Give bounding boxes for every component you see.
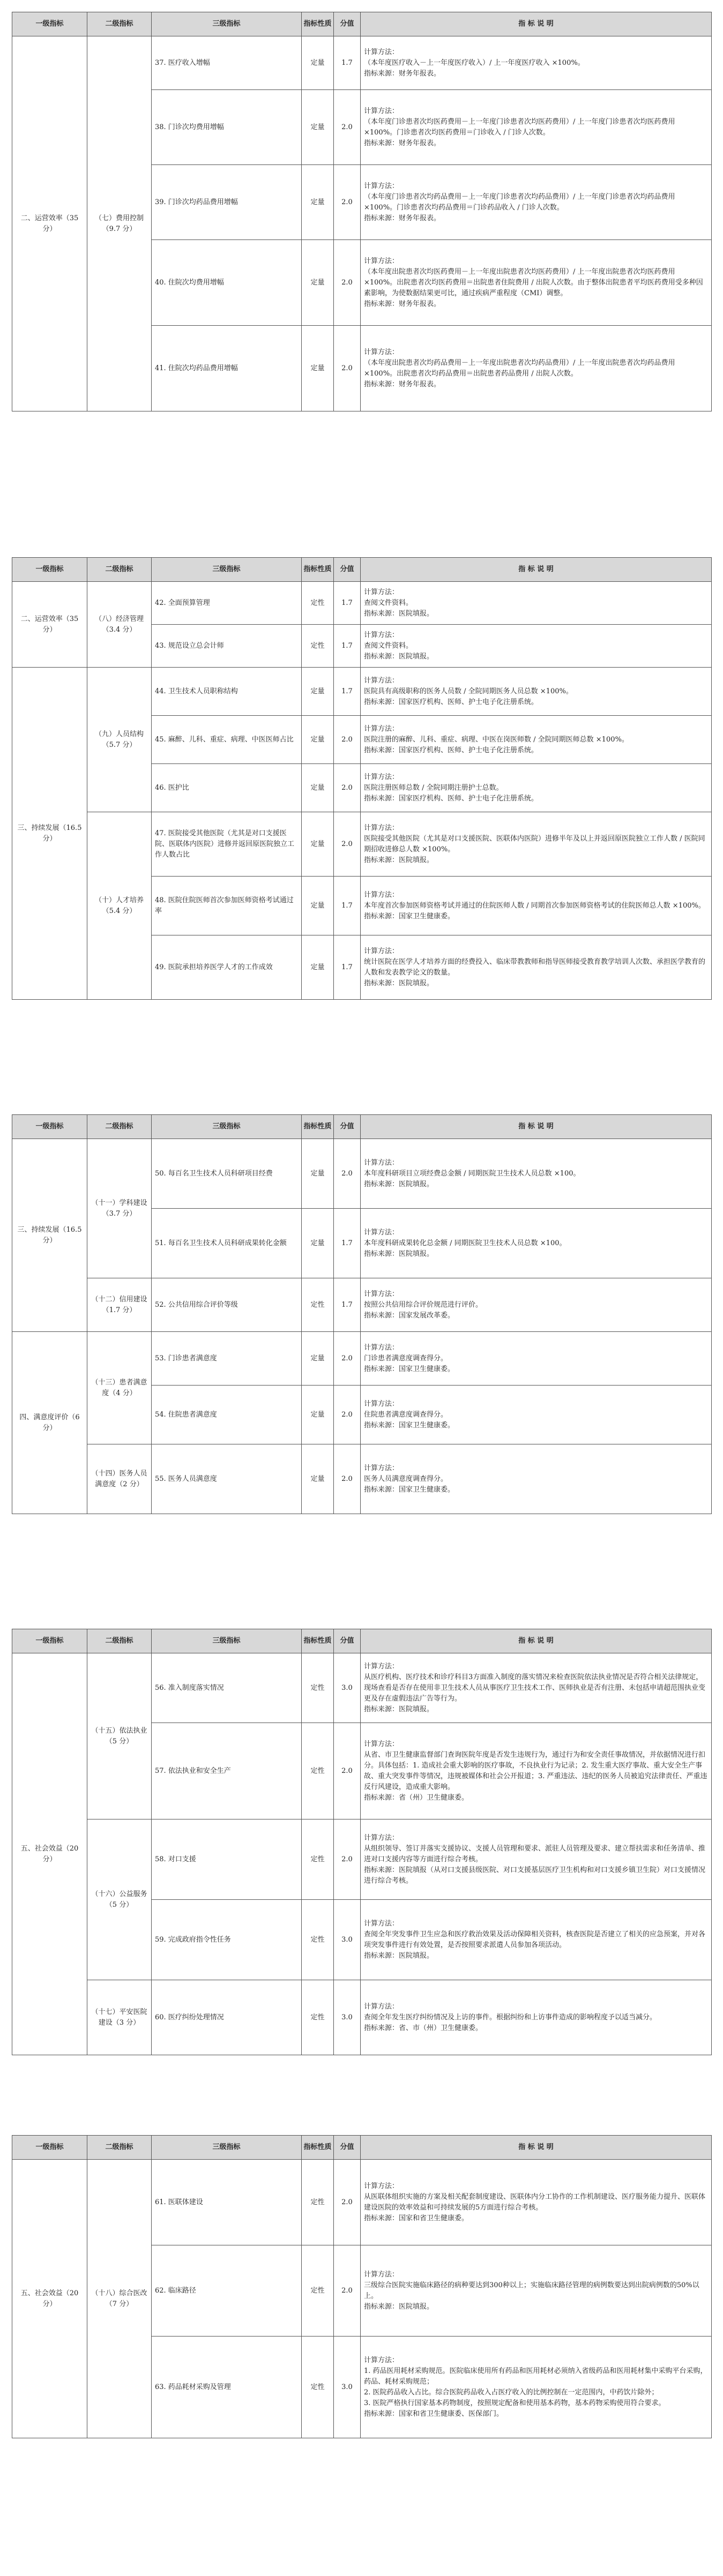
description-cell — [361, 165, 712, 240]
level3-cell: 55. 医务人员满意度 — [152, 1444, 302, 1514]
description-line: 计算方法： — [364, 348, 399, 356]
description-line: 统计医院在医学人才培养方面的经费投入、临床带教教师和指导医师接受教育教学培训人次数、承担医学教育的人数和发表教学论文的数量。 — [364, 957, 706, 977]
description-line: 医院注册的麻醉、儿科、重症、病理、中医在岗医师数 / 全院同期医师总数 ×100%。 — [364, 735, 629, 744]
description-line: 计算方法： — [364, 588, 399, 596]
score-cell: 3.0 — [334, 2337, 361, 2438]
table-row — [12, 1139, 712, 1209]
header-nature: 指标性质 — [302, 12, 334, 36]
header-nature: 指标性质 — [302, 1115, 334, 1139]
description-line: 门诊患者满意度调查得分。 — [364, 1354, 448, 1362]
level3-cell: 53. 门诊患者满意度 — [152, 1332, 302, 1386]
header-level3: 三级指标 — [152, 12, 302, 36]
description-line: 指标来源：医院填报。 — [364, 1951, 434, 1960]
description-line: 计算方法： — [364, 773, 399, 781]
description-cell — [361, 812, 712, 877]
nature-cell: 定性 — [302, 2160, 334, 2245]
description-cell — [361, 1900, 712, 1980]
table-row — [12, 2160, 712, 2245]
description-line: 指标来源：财务年报表。 — [364, 380, 441, 388]
description-line: 医院注册医师总数 / 全院同期注册护士总数。 — [364, 783, 503, 792]
level3-cell: 52. 公共信用综合评价等级 — [152, 1278, 302, 1332]
score-cell: 2.0 — [334, 165, 361, 240]
description-cell — [361, 582, 712, 625]
description-cell — [361, 36, 712, 90]
description-line: 医院接受其他医院（尤其是对口支援医院、医联体内医院）进修半年及以上并返回原医院独立工作人数 / 医院同期招收进修总人数 ×100%。 — [364, 834, 705, 853]
table-row — [12, 582, 712, 625]
score-cell: 2.0 — [334, 1386, 361, 1444]
description-line: 计算方法： — [364, 2182, 399, 2190]
header-level2: 二级指标 — [87, 2136, 152, 2160]
nature-cell: 定量 — [302, 812, 334, 877]
score-cell: 1.7 — [334, 582, 361, 625]
level3-cell: 57. 依法执业和安全生产 — [152, 1723, 302, 1819]
description-line: 计算方法： — [364, 1919, 399, 1928]
header-score: 分值 — [334, 1115, 361, 1139]
header-score: 分值 — [334, 1629, 361, 1653]
header-row — [12, 2136, 712, 2160]
description-line: 住院患者满意度调查得分。 — [364, 1410, 448, 1419]
score-cell: 1.7 — [334, 1209, 361, 1278]
description-line: 本年度首次参加医师资格考试并通过的住院医师人数 / 同期首次参加医师资格考试的住院医师总人数 ×100%。 — [364, 901, 705, 910]
description-line: 从医疗机构、医疗技术和诊疗科目3方面准入制度的落实情况来检查医院依法执业情况是否符合相关法律规定，现场查看是否存在使用非卫生技术人员从事医疗卫生技术工作、医师执业是否有注册、未包括申请超范围执业变更及存在虚假违法广告等行为。 — [364, 1673, 706, 1703]
level3-cell: 38. 门诊次均费用增幅 — [152, 90, 302, 165]
header-level3: 三级指标 — [152, 1629, 302, 1653]
indicator-table-2 — [12, 557, 712, 1000]
description-line: （本年度门诊患者次均药品费用－上一年度门诊患者次均药品费用）/ 上一年度门诊患者次均药品费用 ×100%。门诊患者次均药品费用＝门诊药品收入 / 门诊人次数。 — [364, 192, 675, 212]
description-line: 指标来源：医院填报。 — [364, 979, 434, 987]
description-line: （本年度门诊患者次均医药费用－上一年度门诊患者次均医药费用）/ 上一年度门诊患者次均医药费用 ×100%。门诊患者次均医药费用＝门诊收入 / 门诊人次数。 — [364, 117, 675, 137]
indicator-table-5 — [12, 2135, 712, 2438]
level2-cell: （十三）患者满意度（4 分） — [87, 1332, 152, 1444]
description-line: 指标来源：国家卫生健康委。 — [364, 912, 455, 920]
level1-cell: 三、持续发展（16.5 分） — [12, 668, 87, 1000]
level3-cell: 44. 卫生技术人员职称结构 — [152, 668, 302, 716]
description-line: 指标来源：医院填报。 — [364, 652, 434, 661]
description-line: 指标来源：国家医疗机构、医师、护士电子化注册系统。 — [364, 794, 539, 803]
description-line: 计算方法： — [364, 48, 399, 56]
nature-cell: 定量 — [302, 1386, 334, 1444]
description-line: 计算方法： — [364, 257, 399, 265]
score-cell: 1.7 — [334, 625, 361, 668]
description-line: 指标来源：国家卫生健康委。 — [364, 1485, 455, 1494]
level3-cell: 63. 药品耗材采购及管理 — [152, 2337, 302, 2438]
header-score: 分值 — [334, 2136, 361, 2160]
level2-cell: （八）经济管理（3.4 分） — [87, 582, 152, 668]
indicator-table-3 — [12, 1114, 712, 1514]
level3-cell: 43. 规范设立总会计师 — [152, 625, 302, 668]
description-line: 计算方法： — [364, 2356, 399, 2364]
description-cell — [361, 877, 712, 935]
header-level1: 一级指标 — [12, 2136, 87, 2160]
nature-cell: 定量 — [302, 1332, 334, 1386]
level3-cell: 41. 住院次均药品费用增幅 — [152, 326, 302, 411]
header-level1: 一级指标 — [12, 558, 87, 582]
description-line: 查阅文件资料。 — [364, 641, 413, 650]
nature-cell: 定性 — [302, 625, 334, 668]
score-cell: 2.0 — [334, 2160, 361, 2245]
level2-cell: （十七）平安医院建设（3 分） — [87, 1980, 152, 2055]
description-line: 本年度科研项目立项经费总金额 / 同期医院卫生技术人员总数 ×100。 — [364, 1169, 580, 1178]
header-desc: 指 标 说 明 — [361, 12, 712, 36]
description-line: 计算方法： — [364, 1662, 399, 1671]
header-level2: 二级指标 — [87, 12, 152, 36]
description-line: 按照公共信用综合评价规范进行评价。 — [364, 1300, 483, 1309]
header-score: 分值 — [334, 558, 361, 582]
score-cell: 2.0 — [334, 764, 361, 812]
level3-cell: 39. 门诊次均药品费用增幅 — [152, 165, 302, 240]
description-line: 计算方法： — [364, 1464, 399, 1472]
nature-cell: 定性 — [302, 1819, 334, 1900]
header-nature: 指标性质 — [302, 2136, 334, 2160]
description-line: 本年度科研成果转化总金额 / 同期医院卫生技术人员总数 ×100。 — [364, 1239, 567, 1247]
level3-cell: 56. 准入制度落实情况 — [152, 1653, 302, 1723]
score-cell: 2.0 — [334, 90, 361, 165]
description-line: 三级综合医院实施临床路径的病种要达到300种以上；实施临床路径管理的病例数要达到出院病例数的50%以上。 — [364, 2281, 699, 2300]
level2-cell: （十）人才培养（5.4 分） — [87, 812, 152, 1000]
score-cell: 1.7 — [334, 1278, 361, 1332]
score-cell: 3.0 — [334, 1653, 361, 1723]
nature-cell: 定量 — [302, 935, 334, 1000]
header-level2: 二级指标 — [87, 558, 152, 582]
description-line: 计算方法： — [364, 947, 399, 955]
description-cell — [361, 2245, 712, 2337]
description-cell — [361, 326, 712, 411]
level1-cell: 三、持续发展（16.5 分） — [12, 1139, 87, 1332]
description-line: （本年度医疗收入－上一年度医疗收入）/ 上一年度医疗收入 ×100%。 — [364, 58, 585, 67]
description-cell — [361, 716, 712, 764]
level1-cell: 二、运营效率（35 分） — [12, 36, 87, 411]
nature-cell: 定量 — [302, 1444, 334, 1514]
table-row — [12, 1444, 712, 1514]
score-cell: 2.0 — [334, 326, 361, 411]
nature-cell: 定量 — [302, 240, 334, 326]
header-level1: 一级指标 — [12, 1629, 87, 1653]
level2-cell: （七）费用控制（9.7 分） — [87, 36, 152, 411]
nature-cell: 定性 — [302, 1723, 334, 1819]
level3-cell: 50. 每百名卫生技术人员科研项目经费 — [152, 1139, 302, 1209]
description-line: 指标来源：省（州）卫生健康委。 — [364, 1793, 469, 1802]
nature-cell: 定性 — [302, 1980, 334, 2055]
description-line: （本年度出院患者次均药品费用－上一年度出院患者次均药品费用）/ 上一年度出院患者次均药品费用 ×100%。出院患者次均药品费用＝出院患者药品费用 / 出院人次数。 — [364, 358, 675, 378]
description-line: 计算方法： — [364, 1833, 399, 1842]
score-cell: 2.0 — [334, 812, 361, 877]
description-line: 查阅文件资料。 — [364, 598, 413, 607]
description-cell — [361, 1819, 712, 1900]
description-line: 计算方法： — [364, 631, 399, 639]
score-cell: 1.7 — [334, 877, 361, 935]
nature-cell: 定量 — [302, 668, 334, 716]
level1-cell: 五、社会效益（20 分） — [12, 2160, 87, 2438]
header-nature: 指标性质 — [302, 558, 334, 582]
description-line: 从省、市卫生健康监督部门查询医院年度是否发生违规行为，通过行为和安全责任事故情况，并依据情况进行扣分。具体包括：1. 造成社会重大影响的医疗事故，不良执业行为记录；2. 发生重大医疗事故、重大安全生产事故、重大突发事件等情况，违规被媒体和社会公开报道；3. 严重违法、违纪的医务人员被追究法律责任、严重违反行风建设，造成重大影响。 — [364, 1750, 707, 1791]
level3-cell: 58. 对口支援 — [152, 1819, 302, 1900]
description-cell — [361, 1444, 712, 1514]
description-line: 计算方法： — [364, 1290, 399, 1298]
description-line: 从医联体组织实施的方案及相关配套制度建设、医联体内分工协作的工作机制建设、医疗服务能力提升、医联体建设医院的效率效益和可持续发展的5方面进行综合考核。 — [364, 2192, 706, 2212]
header-level2: 二级指标 — [87, 1115, 152, 1139]
header-row — [12, 558, 712, 582]
header-score: 分值 — [334, 12, 361, 36]
description-line: 查阅全年发生医疗纠纷情况及上访的事件。根据纠纷和上访事件造成的影响程度予以适当减分。 — [364, 2013, 657, 2021]
description-line: 计算方法： — [364, 823, 399, 832]
level3-cell: 48. 医院住院医师首次参加医师资格考试通过率 — [152, 877, 302, 935]
score-cell: 2.0 — [334, 1723, 361, 1819]
header-row — [12, 1629, 712, 1653]
level2-cell: （十五）依法执业（5 分） — [87, 1653, 152, 1819]
description-line: 指标来源：医院填报。 — [364, 609, 434, 618]
description-line: 计算方法： — [364, 1158, 399, 1167]
description-line: 指标来源：国家发展改革委。 — [364, 1311, 455, 1320]
table-row — [12, 668, 712, 716]
description-line: 计算方法： — [364, 1740, 399, 1748]
description-line: 指标来源：国家卫生健康委。 — [364, 1421, 455, 1429]
level2-cell: （十四）医务人员满意度（2 分） — [87, 1444, 152, 1514]
level2-cell: （十一）学科建设（3.7 分） — [87, 1139, 152, 1278]
description-cell — [361, 668, 712, 716]
header-level1: 一级指标 — [12, 12, 87, 36]
score-cell: 2.0 — [334, 1444, 361, 1514]
level3-cell: 42. 全面预算管理 — [152, 582, 302, 625]
score-cell: 1.7 — [334, 935, 361, 1000]
description-line: 计算方法： — [364, 724, 399, 733]
description-line: 指标来源：财务年报表。 — [364, 69, 441, 78]
level1-cell: 四、满意度评价（6 分） — [12, 1332, 87, 1514]
description-cell — [361, 1209, 712, 1278]
description-line: 1. 药品医用耗材采购规范。医院临床使用所有药品和医用耗材必须纳入省级药品和医用耗材集中采购平台采购，药品、耗材采购规范； — [364, 2367, 707, 2386]
indicator-table-1 — [12, 12, 712, 411]
nature-cell: 定量 — [302, 764, 334, 812]
level3-cell: 46. 医护比 — [152, 764, 302, 812]
header-level3: 三级指标 — [152, 1115, 302, 1139]
description-line: 指标来源：财务年报表。 — [364, 214, 441, 222]
description-cell — [361, 1386, 712, 1444]
score-cell: 1.7 — [334, 668, 361, 716]
table-row — [12, 1278, 712, 1332]
description-line: 计算方法： — [364, 1399, 399, 1408]
level3-cell: 54. 住院患者满意度 — [152, 1386, 302, 1444]
level3-cell: 62. 临床路径 — [152, 2245, 302, 2337]
description-line: 指标来源：国家和省卫生健康委、医保部门。 — [364, 2409, 504, 2418]
description-line: 计算方法： — [364, 676, 399, 685]
indicator-table-4 — [12, 1629, 712, 2055]
nature-cell: 定性 — [302, 2245, 334, 2337]
description-cell — [361, 2337, 712, 2438]
description-cell — [361, 625, 712, 668]
description-line: 医务人员满意度调查得分。 — [364, 1474, 448, 1483]
header-desc: 指 标 说 明 — [361, 2136, 712, 2160]
level3-cell: 47. 医院接受其他医院（尤其是对口支援医院、医联体内医院）进修并返回原医院独立工作人数占比 — [152, 812, 302, 877]
score-cell: 2.0 — [334, 716, 361, 764]
description-line: 计算方法： — [364, 182, 399, 190]
nature-cell: 定性 — [302, 582, 334, 625]
description-cell — [361, 1980, 712, 2055]
description-cell — [361, 1653, 712, 1723]
nature-cell: 定性 — [302, 2337, 334, 2438]
description-line: 计算方法： — [364, 1343, 399, 1352]
description-cell — [361, 1332, 712, 1386]
description-line: 指标来源：医院填报。 — [364, 2302, 434, 2311]
level1-cell: 二、运营效率（35 分） — [12, 582, 87, 668]
description-cell — [361, 764, 712, 812]
score-cell: 3.0 — [334, 1980, 361, 2055]
header-desc: 指 标 说 明 — [361, 558, 712, 582]
description-line: 指标来源：国家医疗机构、医师、护士电子化注册系统。 — [364, 746, 539, 754]
description-line: 2. 医院药品收入占比。综合医院药品收入占医疗收入的比例控制在一定范围内，中药饮片除外； — [364, 2388, 659, 2397]
description-cell — [361, 90, 712, 165]
header-desc: 指 标 说 明 — [361, 1629, 712, 1653]
header-level3: 三级指标 — [152, 558, 302, 582]
level3-cell: 37. 医疗收入增幅 — [152, 36, 302, 90]
description-line: 查阅全年突发事件卫生应急和医疗救治效果及活动保障相关资料，核查医院是否建立了相关的应急预案，并对各项突发事件进行有效处置，是否按照要求派遣人员参加各项活动。 — [364, 1930, 706, 1949]
description-line: 指标来源：医院填报。 — [364, 1249, 434, 1258]
description-line: 指标来源：国家和省卫生健康委。 — [364, 2214, 469, 2222]
description-line: 医院具有高级职称的医务人员数 / 全院同期医务人员总数 ×100%。 — [364, 687, 573, 695]
header-level1: 一级指标 — [12, 1115, 87, 1139]
description-line: 3. 医院严格执行国家基本药物制度，按照规定配备和使用基本药物，基本药物采购使用符合要求。 — [364, 2399, 666, 2407]
description-line: 从组织领导、签订并落实支援协议、支援人员管理和要求、派驻人员管理及要求、建立帮扶需求和任务清单、推进对口支援内容等方面进行综合考核。 — [364, 1844, 706, 1863]
nature-cell: 定量 — [302, 716, 334, 764]
table-row — [12, 1653, 712, 1723]
table-row — [12, 1980, 712, 2055]
description-cell — [361, 1139, 712, 1209]
description-cell — [361, 1278, 712, 1332]
level2-cell: （十二）信用建设（1.7 分） — [87, 1278, 152, 1332]
score-cell: 2.0 — [334, 240, 361, 326]
table-row — [12, 812, 712, 877]
description-line: 指标来源：国家卫生健康委。 — [364, 1365, 455, 1373]
description-line: 计算方法： — [364, 107, 399, 115]
table-row — [12, 36, 712, 90]
description-line: 计算方法： — [364, 2270, 399, 2279]
level3-cell: 61. 医联体建设 — [152, 2160, 302, 2245]
description-line: 指标来源：医院填报。 — [364, 1180, 434, 1188]
nature-cell: 定性 — [302, 1900, 334, 1980]
level2-cell: （十六）公益服务（5 分） — [87, 1819, 152, 1980]
nature-cell: 定量 — [302, 165, 334, 240]
header-level2: 二级指标 — [87, 1629, 152, 1653]
header-nature: 指标性质 — [302, 1629, 334, 1653]
description-cell — [361, 1723, 712, 1819]
nature-cell: 定量 — [302, 36, 334, 90]
table-row — [12, 1819, 712, 1900]
level2-cell: （十八）综合医改（7 分） — [87, 2160, 152, 2438]
description-line: 指标来源：医院填报（从对口支援县级医院、对口支援基层医疗卫生机构和对口支援乡镇卫生院）对口支援情况进行综合考核。 — [364, 1866, 706, 1885]
description-cell — [361, 2160, 712, 2245]
nature-cell: 定量 — [302, 326, 334, 411]
header-row — [12, 1115, 712, 1139]
nature-cell: 定性 — [302, 1653, 334, 1723]
header-row — [12, 12, 712, 36]
level2-cell: （九）人员结构（5.7 分） — [87, 668, 152, 812]
nature-cell: 定量 — [302, 1209, 334, 1278]
score-cell: 2.0 — [334, 1332, 361, 1386]
nature-cell: 定量 — [302, 877, 334, 935]
score-cell: 1.7 — [334, 36, 361, 90]
description-line: 计算方法： — [364, 2002, 399, 2011]
nature-cell: 定性 — [302, 1278, 334, 1332]
score-cell: 2.0 — [334, 1819, 361, 1900]
header-desc: 指 标 说 明 — [361, 1115, 712, 1139]
level1-cell: 五、社会效益（20 分） — [12, 1653, 87, 2055]
level3-cell: 49. 医院承担培养医学人才的工作成效 — [152, 935, 302, 1000]
nature-cell: 定量 — [302, 1139, 334, 1209]
description-line: 计算方法： — [364, 1228, 399, 1237]
description-cell — [361, 935, 712, 1000]
description-cell — [361, 240, 712, 326]
description-line: 指标来源：医院填报。 — [364, 1705, 434, 1713]
description-line: 指标来源：财务年报表。 — [364, 139, 441, 147]
description-line: 指标来源：医院填报。 — [364, 856, 434, 864]
description-line: 计算方法： — [364, 890, 399, 899]
score-cell: 2.0 — [334, 2245, 361, 2337]
description-line: 指标来源：国家医疗机构、医师、护士电子化注册系统。 — [364, 698, 539, 706]
level3-cell: 59. 完成政府指令性任务 — [152, 1900, 302, 1980]
header-level3: 三级指标 — [152, 2136, 302, 2160]
level3-cell: 40. 住院次均费用增幅 — [152, 240, 302, 326]
score-cell: 2.0 — [334, 1139, 361, 1209]
score-cell: 3.0 — [334, 1900, 361, 1980]
description-line: 指标来源：财务年报表。 — [364, 299, 441, 308]
description-line: 指标来源：省、市（州）卫生健康委。 — [364, 2024, 483, 2032]
table-row — [12, 1332, 712, 1386]
nature-cell: 定量 — [302, 90, 334, 165]
level3-cell: 45. 麻醉、儿科、重症、病理、中医医师占比 — [152, 716, 302, 764]
level3-cell: 60. 医疗纠纷处理情况 — [152, 1980, 302, 2055]
description-line: （本年度出院患者次均医药费用－上一年度出院患者次均医药费用）/ 上一年度出院患者次均医药费用 ×100%。出院患者次均医药费用＝出院患者住院费用 / 出院人次数。由于整体出院患者平均医药费用受多种因素影响，为使数据结果更可比，通过疾病严重程度（CMI）调整。 — [364, 267, 703, 297]
level3-cell: 51. 每百名卫生技术人员科研成果转化金额 — [152, 1209, 302, 1278]
